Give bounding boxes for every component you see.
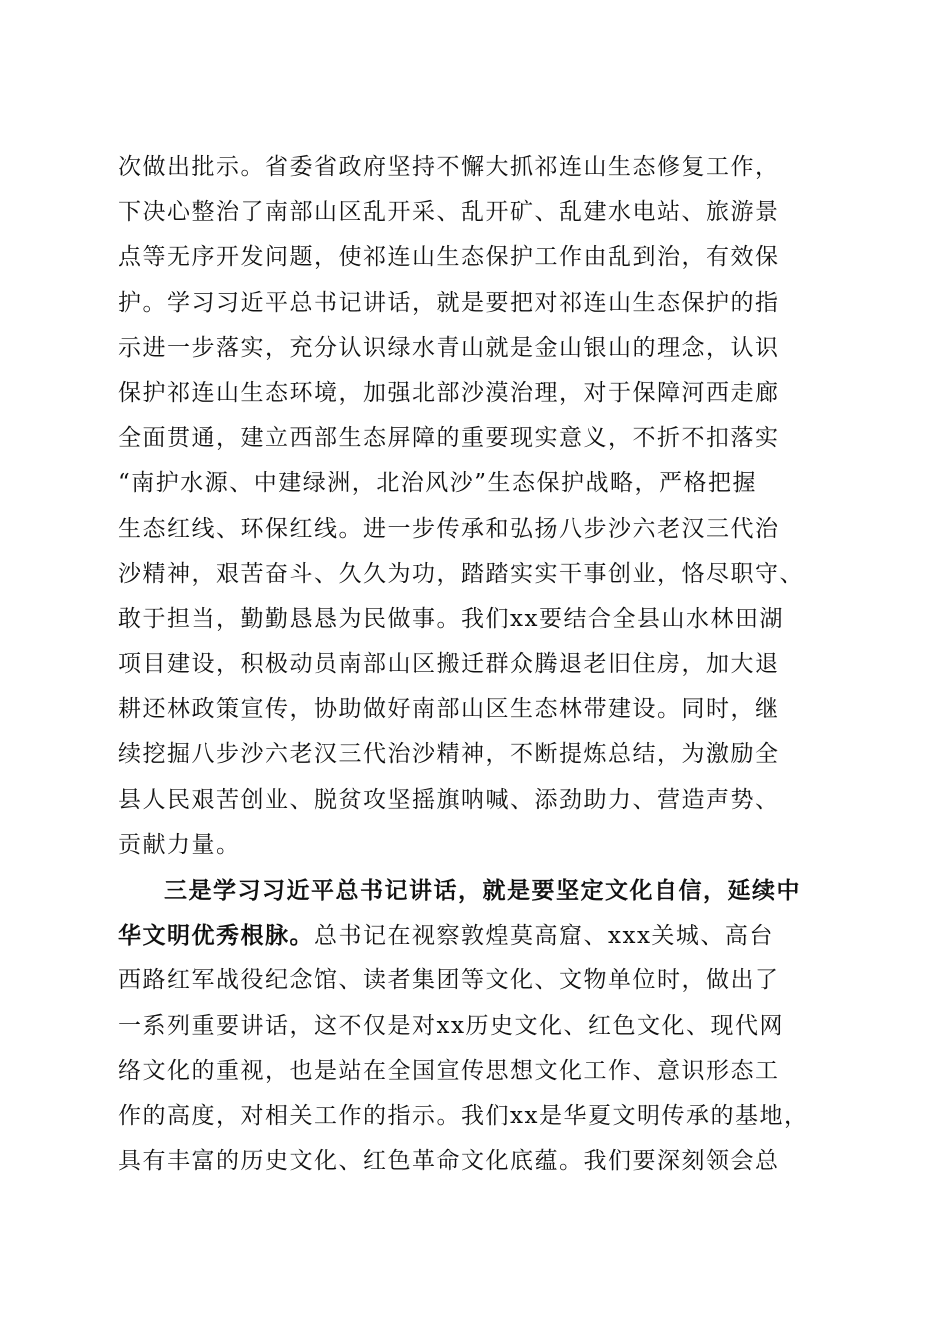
section-heading-line: 三是学习习近平总书记讲话，就是要坚定文化自信，延续中 xyxy=(164,877,801,904)
text-line: 一系列重要讲话，这不仅是对xx历史文化、红色文化、现代网 xyxy=(118,1012,784,1039)
text-line: 西路红军战役纪念馆、读者集团等文化、文物单位时，做出了 xyxy=(118,967,780,994)
text-line: 县人民艰苦创业、脱贫攻坚摇旗呐喊、添劲助力、营造声势、 xyxy=(118,786,780,813)
body-text xyxy=(118,145,838,1184)
text-line: 耕还林政策宣传，协助做好南部山区生态林带建设。同时，继 xyxy=(118,696,780,723)
text-line: 络文化的重视，也是站在全国宣传思想文化工作、意识形态工 xyxy=(118,1057,780,1084)
text-line: 续挖掘八步沙六老汉三代治沙精神，不断提炼总结，为激励全 xyxy=(118,741,780,768)
text-segment: 总书记在视察敦煌莫高窟、xxx关城、高台 xyxy=(314,923,774,950)
section-heading-end: 华文明优秀根脉。 xyxy=(118,922,314,950)
text-line: “南护水源、中建绿洲，北治风沙”生态保护战略，严格把握 xyxy=(118,470,758,497)
text-line: 护。学习习近平总书记讲话，就是要把对祁连山生态保护的指 xyxy=(118,289,780,316)
text-line: 具有丰富的历史文化、红色革命文化底蕴。我们要深刻领会总 xyxy=(118,1148,780,1175)
text-line: 作的高度，对相关工作的指示。我们xx是华夏文明传承的基地， xyxy=(118,1102,809,1129)
text-line xyxy=(118,913,838,958)
text-line: 敢于担当，勤勤恳恳为民做事。我们xx要结合全县山水林田湖 xyxy=(118,605,784,632)
text-line: 沙精神，艰苦奋斗、久久为功，踏踏实实干事创业，恪尽职守、 xyxy=(118,560,804,587)
text-line: 项目建设，积极动员南部山区搬迁群众腾退老旧住房，加大退 xyxy=(118,651,780,678)
text-line: 次做出批示。省委省政府坚持不懈大抓祁连山生态修复工作， xyxy=(118,154,780,180)
text-line: 保护祁连山生态环境，加强北部沙漠治理，对于保障河西走廊 xyxy=(118,379,780,406)
text-line: 点等无序开发问题，使祁连山生态保护工作由乱到治，有效保 xyxy=(118,244,780,271)
text-line: 全面贯通，建立西部生态屏障的重要现实意义，不折不扣落实 xyxy=(118,425,780,452)
text-line: 生态红线、环保红线。进一步传承和弘扬八步沙六老汉三代治 xyxy=(118,515,780,542)
text-line: 贡献力量。 xyxy=(118,831,241,858)
text-line: 示进一步落实，充分认识绿水青山就是金山银山的理念，认识 xyxy=(118,334,780,361)
text-line: 下决心整治了南部山区乱开采、乱开矿、乱建水电站、旅游景 xyxy=(118,199,780,226)
